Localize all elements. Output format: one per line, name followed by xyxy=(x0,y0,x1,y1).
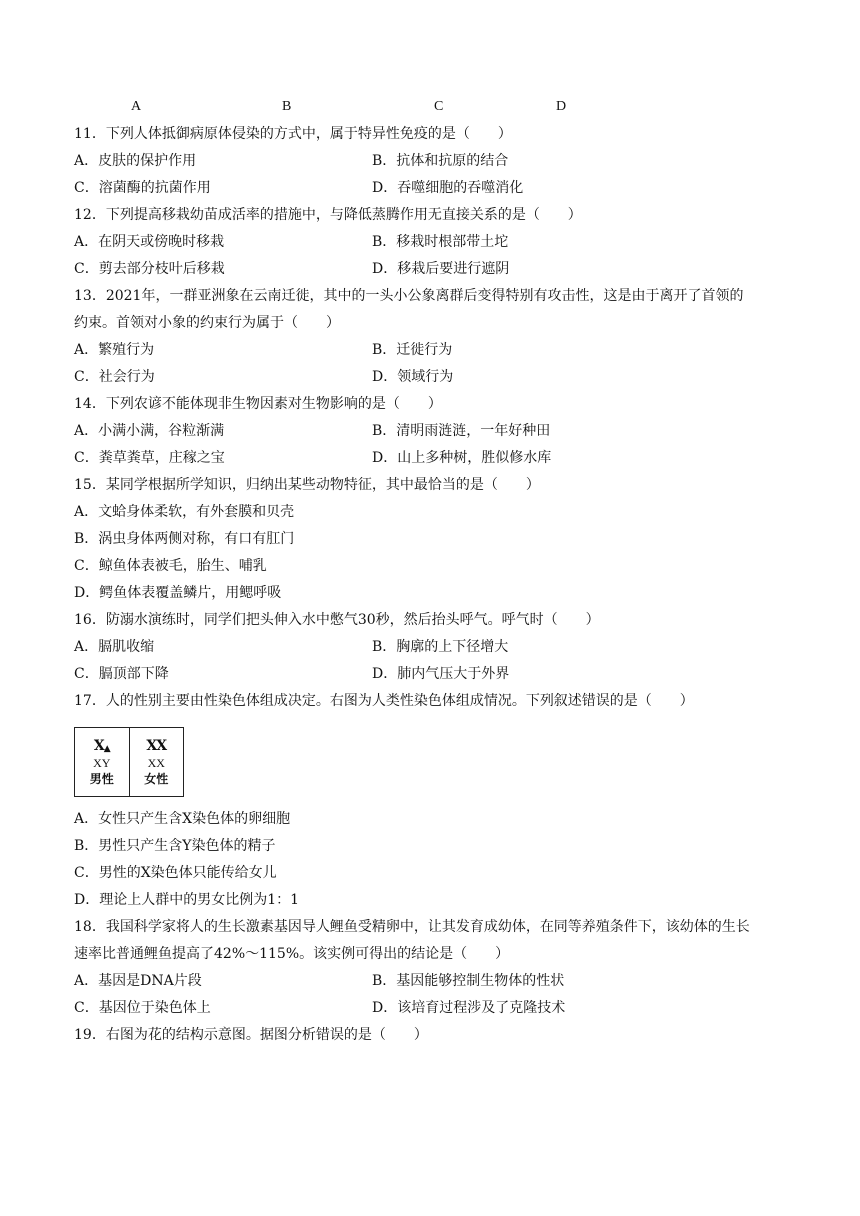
q12-option-b: B．移栽时根部带土坨 xyxy=(372,234,509,250)
sex-chromosome-figure xyxy=(74,727,184,797)
image-label-d: D xyxy=(556,99,567,114)
q16-option-d: D．肺内气压大于外界 xyxy=(372,666,510,682)
q19-stem: 19．右图为花的结构示意图。据图分析错误的是（ ） xyxy=(74,1027,428,1043)
q14-option-b: B．清明雨涟涟，一年好种田 xyxy=(372,423,551,439)
q18-option-d: D．该培育过程涉及了克隆技术 xyxy=(372,1000,566,1016)
q15-option-c: C．鲸鱼体表被毛，胎生、哺乳 xyxy=(74,558,267,574)
q17-option-a: A．女性只产生含X染色体的卵细胞 xyxy=(74,811,291,827)
q17-option-b: B．男性只产生含Y染色体的精子 xyxy=(74,838,276,854)
male-chromosome-cell xyxy=(75,728,129,796)
q14-option-c: C．粪草粪草，庄稼之宝 xyxy=(74,450,225,466)
image-label-b: B xyxy=(282,99,292,114)
q12-option-d: D．移栽后要进行遮阴 xyxy=(372,261,510,277)
q11-option-b: B．抗体和抗原的结合 xyxy=(372,153,509,169)
q14-option-a: A．小满小满，谷粒渐满 xyxy=(74,423,225,439)
female-label: 女性 xyxy=(144,772,169,786)
q16-option-c: C．膈顶部下降 xyxy=(74,666,169,682)
q13-stem-line2: 约束。首领对小象的约束行为属于（ ） xyxy=(74,315,340,331)
q18-option-a: A．基因是DNA片段 xyxy=(74,973,202,989)
q15-option-b: B．涡虫身体两侧对称，有口有肛门 xyxy=(74,531,295,547)
male-chromosome-icon: X▲ xyxy=(93,738,110,754)
q15-stem: 15．某同学根据所学知识，归纳出某些动物特征，其中最恰当的是（ ） xyxy=(74,477,540,493)
q16-option-b: B．胸廓的上下径增大 xyxy=(372,639,509,655)
female-chromosome-cell xyxy=(129,728,184,796)
q13-option-b: B．迁徙行为 xyxy=(372,342,453,358)
q11-stem: 11．下列人体抵御病原体侵染的方式中，属于特异性免疫的是（ ） xyxy=(74,126,512,142)
female-chromosome-icon: XX xyxy=(146,738,167,754)
q11-option-c: C．溶菌酶的抗菌作用 xyxy=(74,180,211,196)
q17-stem: 17．人的性别主要由性染色体组成决定。右图为人类性染色体组成情况。下列叙述错误的是（ ） xyxy=(74,693,694,709)
q11-option-d: D．吞噬细胞的吞噬消化 xyxy=(372,180,524,196)
q15-option-d: D．鳄鱼体表覆盖鳞片，用鳃呼吸 xyxy=(74,585,282,601)
male-chromosome-code: XY xyxy=(93,756,111,770)
q17-option-c: C．男性的X染色体只能传给女儿 xyxy=(74,865,277,881)
q18-option-c: C．基因位于染色体上 xyxy=(74,1000,211,1016)
image-label-a: A xyxy=(131,99,142,114)
q14-stem: 14．下列农谚不能体现非生物因素对生物影响的是（ ） xyxy=(74,396,442,412)
q18-stem-line1: 18．我国科学家将人的生长激素基因导人鲤鱼受精卵中，让其发育成幼体，在同等养殖条件下，该幼体的生长 xyxy=(74,919,750,935)
q12-option-c: C．剪去部分枝叶后移栽 xyxy=(74,261,225,277)
q16-stem: 16．防溺水演练时，同学们把头伸入水中憋气30秒，然后抬头呼气。呼气时（ ） xyxy=(74,612,600,628)
image-label-c: C xyxy=(434,99,444,114)
q16-option-a: A．膈肌收缩 xyxy=(74,639,155,655)
q15-option-a: A．文蛤身体柔软，有外套膜和贝壳 xyxy=(74,504,295,520)
q17-option-d: D．理论上人群中的男女比例为1：1 xyxy=(74,892,300,908)
q13-option-c: C．社会行为 xyxy=(74,369,155,385)
q11-option-a: A．皮肤的保护作用 xyxy=(74,153,197,169)
q13-stem-line1: 13．2021年，一群亚洲象在云南迁徙，其中的一头小公象离群后变得特别有攻击性，这是由于离开了首领的 xyxy=(74,288,744,304)
q14-option-d: D．山上多种树，胜似修水库 xyxy=(372,450,552,466)
q18-option-b: B．基因能够控制生物体的性状 xyxy=(372,973,565,989)
q12-stem: 12．下列提高移栽幼苗成活率的措施中，与降低蒸腾作用无直接关系的是（ ） xyxy=(74,207,582,223)
q13-option-d: D．领域行为 xyxy=(372,369,454,385)
male-label: 男性 xyxy=(89,772,114,786)
female-chromosome-code: XX xyxy=(147,756,165,770)
q12-option-a: A．在阴天或傍晚时移栽 xyxy=(74,234,225,250)
q13-option-a: A．繁殖行为 xyxy=(74,342,155,358)
q18-stem-line2: 速率比普通鲤鱼提高了42%～115%。该实例可得出的结论是（ ） xyxy=(74,946,510,962)
